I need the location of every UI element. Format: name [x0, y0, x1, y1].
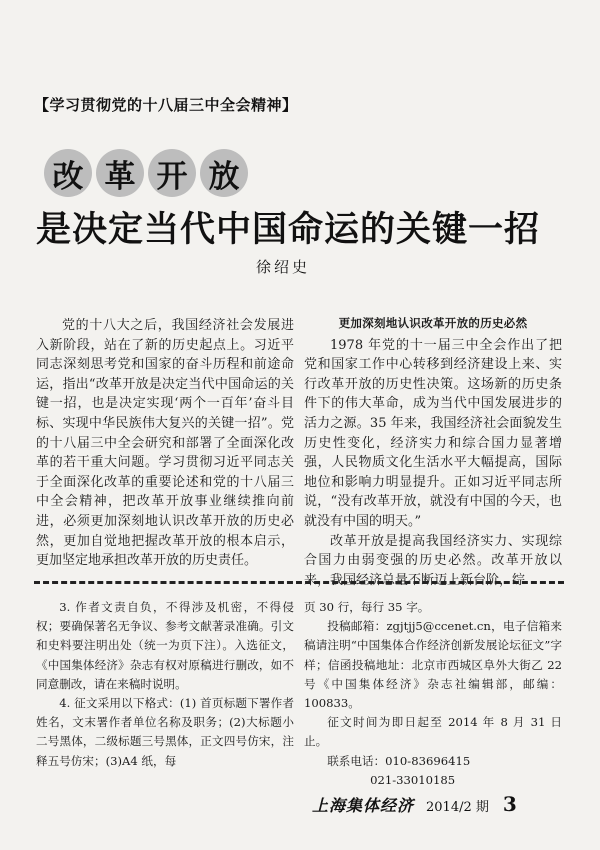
page-footer: [312, 792, 562, 816]
headline-line-1: [44, 148, 248, 198]
dashed-divider: [34, 581, 564, 584]
headline-line-2: 是决定当代中国命运的关键一招: [36, 209, 541, 250]
issue-label: 2014/2 期: [426, 800, 489, 815]
notice-paragraph: 征文时间为即日起至 2014 年 8 月 31 日止。: [304, 715, 562, 749]
headline-char: 开: [148, 149, 196, 197]
contact-phone-2: 021-33010185: [370, 772, 456, 787]
body-paragraph: 1978 年党的十一届三中全会作出了把党和国家工作中心转移到经济建设上来、实行改革开放的历史性决策。这场新的历史条件下的伟大革命，成为当代中国发展进步的活力之源。35 年来，我国经济社会面貌发生历史性变化，经济实力和综合国力显著增强，人民物质文化生活水平大幅提高，国际地位和影响力明显提升。正如习近平同志所说，“没有改革开放，就没有中国的今天，也就没有中国的明天。”: [304, 337, 562, 529]
body-column-left: [36, 316, 294, 571]
notice-continuation: 页 30 行，每行 35 字。: [304, 600, 430, 614]
author-name: 徐绍史: [256, 258, 311, 276]
column-kicker: 【学习贯彻党的十八届三中全会精神】: [34, 96, 298, 114]
notice-column-left: [36, 598, 294, 771]
headline-char: 放: [200, 149, 248, 197]
page-number: 3: [502, 792, 517, 816]
headline-char: 革: [96, 149, 144, 197]
magazine-logo: 上海集体经济: [312, 796, 415, 815]
section-heading: 更加深刻地认识改革开放的历史必然: [338, 316, 528, 330]
body-paragraph: 党的十八大之后，我国经济社会发展进入新阶段，站在了新的历史起点上。习近平同志深刻思考党和国家的奋斗历程和前途命运，指出“改革开放是决定当代中国命运的关键一招，也是决定实现‘两个一百年’奋斗目标、实现中华民族伟大复兴的关键一招”。党的十八届三中全会研究和部署了全面深化改革的若干重大问题。学习贯彻习近平同志关于全面深化改革的重要论述和党的十八届三中全会精神，把改革开放事业继续推向前进，必须更加深刻地认识改革开放的历史必然，更加自觉地把握改革开放的根本启示，更加坚定地承担改革开放的历史责任。: [36, 318, 294, 569]
body-column-right: [304, 314, 562, 590]
notice-paragraph: 3. 作者文责自负，不得涉及机密，不得侵权；要确保著名无争议、参考文献著录准确。引文和史料要注明出处（统一为页下注）。入选征文，《中国集体经济》杂志有权对原稿进行删改，如不同意删改，请在来稿时说明。: [36, 600, 294, 691]
headline-char: 改: [44, 149, 92, 197]
notice-paragraph: 4. 征文采用以下格式：(1) 首页标题下署作者姓名，文末署作者单位名称及职务；(2)大标题小二号黑体，二级标题三号黑体，正文四号仿宋，注释五号仿宋；(3)A4 纸，每: [36, 696, 294, 768]
body-paragraph: 改革开放是提高我国经济实力、实现综合国力由弱变强的历史必然。改革开放以来，我国经济总量不断迈上新台阶，综: [304, 533, 562, 588]
notice-paragraph: 投稿邮箱：zgjtjj5@ccenet.cn，电子信箱来稿请注明“中国集体合作经济创新发展论坛征文”字样；信函投稿地址：北京市西城区阜外大街乙 22 号《中国集体经济》杂志社编辑部，邮编：100833。: [304, 619, 562, 711]
contact-phone: 联系电话：010-83696415: [327, 753, 471, 768]
notice-column-right: [304, 598, 562, 790]
